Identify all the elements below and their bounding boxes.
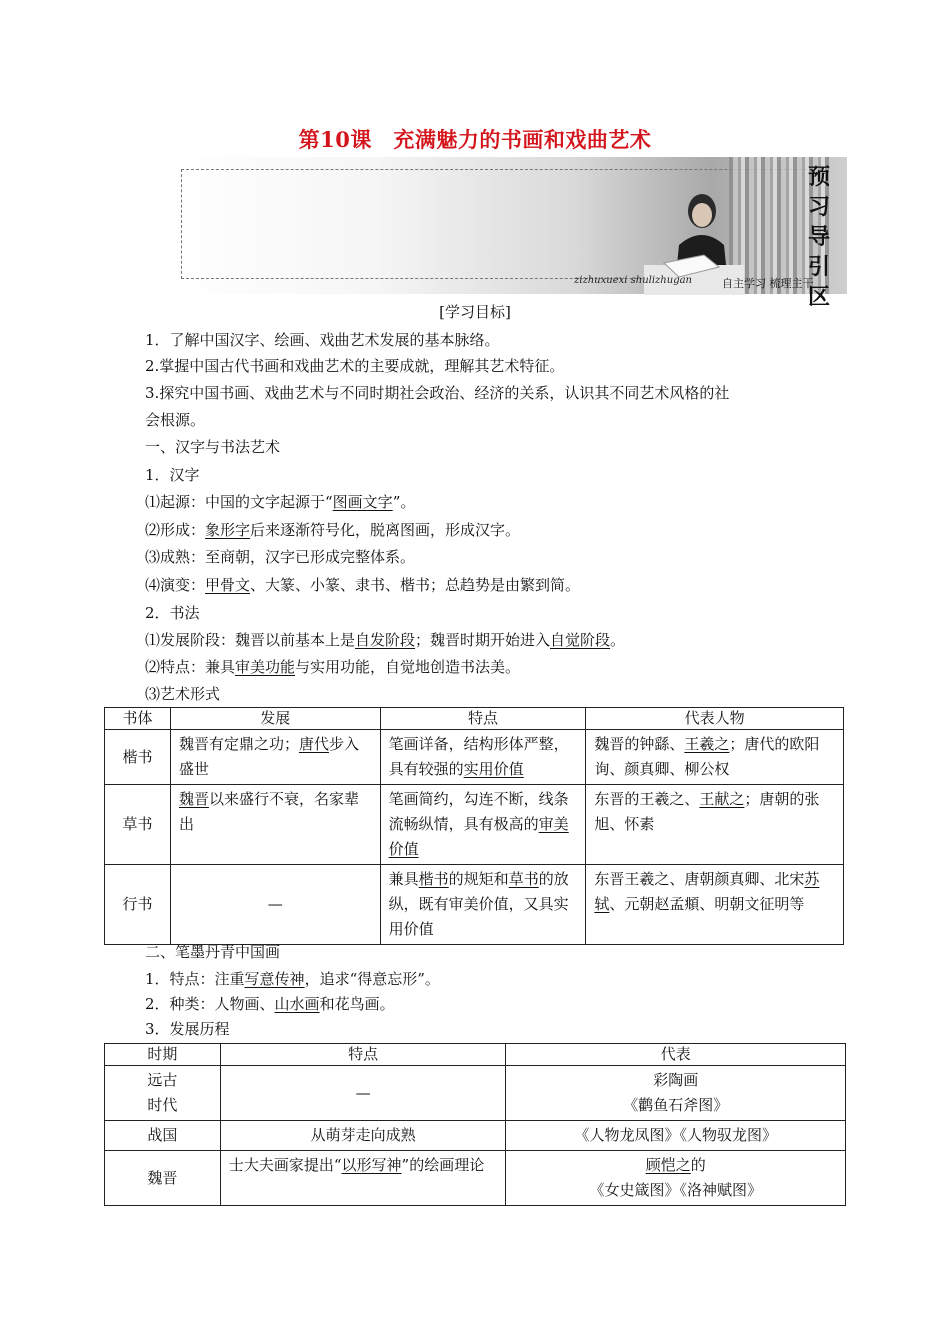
calligraphy-forms: ⑶艺术形式 — [145, 685, 221, 703]
script-representatives: 东晋王羲之、唐朝颜真卿、北宋苏轼、元朝赵孟頫、明朝文征明等 — [586, 865, 844, 945]
period-name: 战国 — [105, 1121, 221, 1151]
section2-heading: 二、笔墨丹青中国画 — [145, 943, 281, 961]
page-title: 第10课 充满魅力的书画和戏曲艺术 — [298, 127, 652, 152]
hanzi-origin: ⑴起源：中国的文字起源于“图画文字”。 — [145, 493, 416, 511]
hanzi-evolution: ⑷演变：甲骨文、大篆、小篆、隶书、楷书；总趋势是由繁到简。 — [145, 576, 581, 594]
period-representatives: 顾恺之的 《女史箴图》《洛神赋图》 — [506, 1151, 846, 1206]
header-features: 特点 — [220, 1044, 506, 1066]
period-name: 远古 时代 — [105, 1066, 221, 1121]
header-representatives: 代表 — [506, 1044, 846, 1066]
script-features: 笔画简约，勾连不断，线条流畅纵情，具有极高的审美价值 — [380, 785, 586, 865]
script-development: 魏晋有定鼎之功；唐代步入盛世 — [170, 730, 380, 785]
table-row — [105, 785, 844, 865]
period-name: 魏晋 — [105, 1151, 221, 1206]
table-row — [105, 1121, 846, 1151]
painting-history: 3．发展历程 — [145, 1020, 230, 1038]
painting-kinds: 2．种类：人物画、山水画和花鸟画。 — [145, 995, 395, 1013]
hanzi-formation: ⑵形成：象形字后来逐渐符号化，脱离图画，形成汉字。 — [145, 521, 521, 539]
goals-header: [学习目标] — [439, 303, 511, 321]
script-name: 楷书 — [105, 730, 171, 785]
table-row — [105, 1151, 846, 1206]
script-development: 魏晋以来盛行不衰，名家辈出 — [170, 785, 380, 865]
header-features: 特点 — [380, 708, 586, 730]
calligraphy-development: ⑴发展阶段：魏晋以前基本上是自发阶段；魏晋时期开始进入自觉阶段。 — [145, 631, 626, 649]
period-features: — — [220, 1066, 506, 1121]
painting-features: 1．特点：注重写意传神，追求“得意忘形”。 — [145, 970, 440, 988]
painting-history-table — [104, 1043, 846, 1206]
goal-3-cont: 会根源。 — [145, 411, 206, 429]
header-development: 发展 — [170, 708, 380, 730]
goal-1: 1．了解中国汉字、绘画、戏曲艺术发展的基本脉络。 — [145, 331, 500, 349]
script-name: 行书 — [105, 865, 171, 945]
table-header-row — [105, 708, 844, 730]
header-representatives: 代表人物 — [586, 708, 844, 730]
goal-3: 3.探究中国书画、戏曲艺术与不同时期社会政治、经济的关系，认识其不同艺术风格的社 — [145, 384, 730, 402]
period-representatives: 《人物龙凤图》《人物驭龙图》 — [506, 1121, 846, 1151]
goal-2: 2.掌握中国古代书画和戏曲艺术的主要成就，理解其艺术特征。 — [145, 357, 565, 375]
script-representatives: 魏晋的钟繇、王羲之；唐代的欧阳询、颜真卿、柳公权 — [586, 730, 844, 785]
header-period: 时期 — [105, 1044, 221, 1066]
table-header-row — [105, 1044, 846, 1066]
table-row — [105, 1066, 846, 1121]
script-development: — — [170, 865, 380, 945]
script-features: 笔画详备，结构形体严整，具有较强的实用价值 — [380, 730, 586, 785]
banner-pinyin: zizhuxuexi shulizhugan — [574, 275, 692, 286]
script-representatives: 东晋的王羲之、王献之；唐朝的张旭、怀素 — [586, 785, 844, 865]
banner-caption: 自主学习 梳理主干 — [722, 277, 814, 290]
calligraphy-table — [104, 707, 844, 945]
header-script: 书体 — [105, 708, 171, 730]
table-row — [105, 730, 844, 785]
hanzi-maturity: ⑶成熟：至商朝，汉字已形成完整体系。 — [145, 548, 416, 566]
section1-sub2: 2．书法 — [145, 604, 200, 622]
period-representatives: 彩陶画 《鹳鱼石斧图》 — [506, 1066, 846, 1121]
calligraphy-features: ⑵特点：兼具审美功能与实用功能，自觉地创造书法美。 — [145, 658, 521, 676]
section1-sub1: 1．汉字 — [145, 466, 200, 484]
table-row — [105, 865, 844, 945]
preview-banner — [169, 157, 847, 310]
section1-heading: 一、汉字与书法艺术 — [145, 438, 281, 456]
script-name: 草书 — [105, 785, 171, 865]
period-features: 从萌芽走向成熟 — [220, 1121, 506, 1151]
script-features: 兼具楷书的规矩和草书的放纵，既有审美价值，又具实用价值 — [380, 865, 586, 945]
banner-vertical-label: 预 习 导 引 区 — [807, 165, 830, 310]
period-features: 士大夫画家提出“以形写神”的绘画理论 — [220, 1151, 506, 1206]
